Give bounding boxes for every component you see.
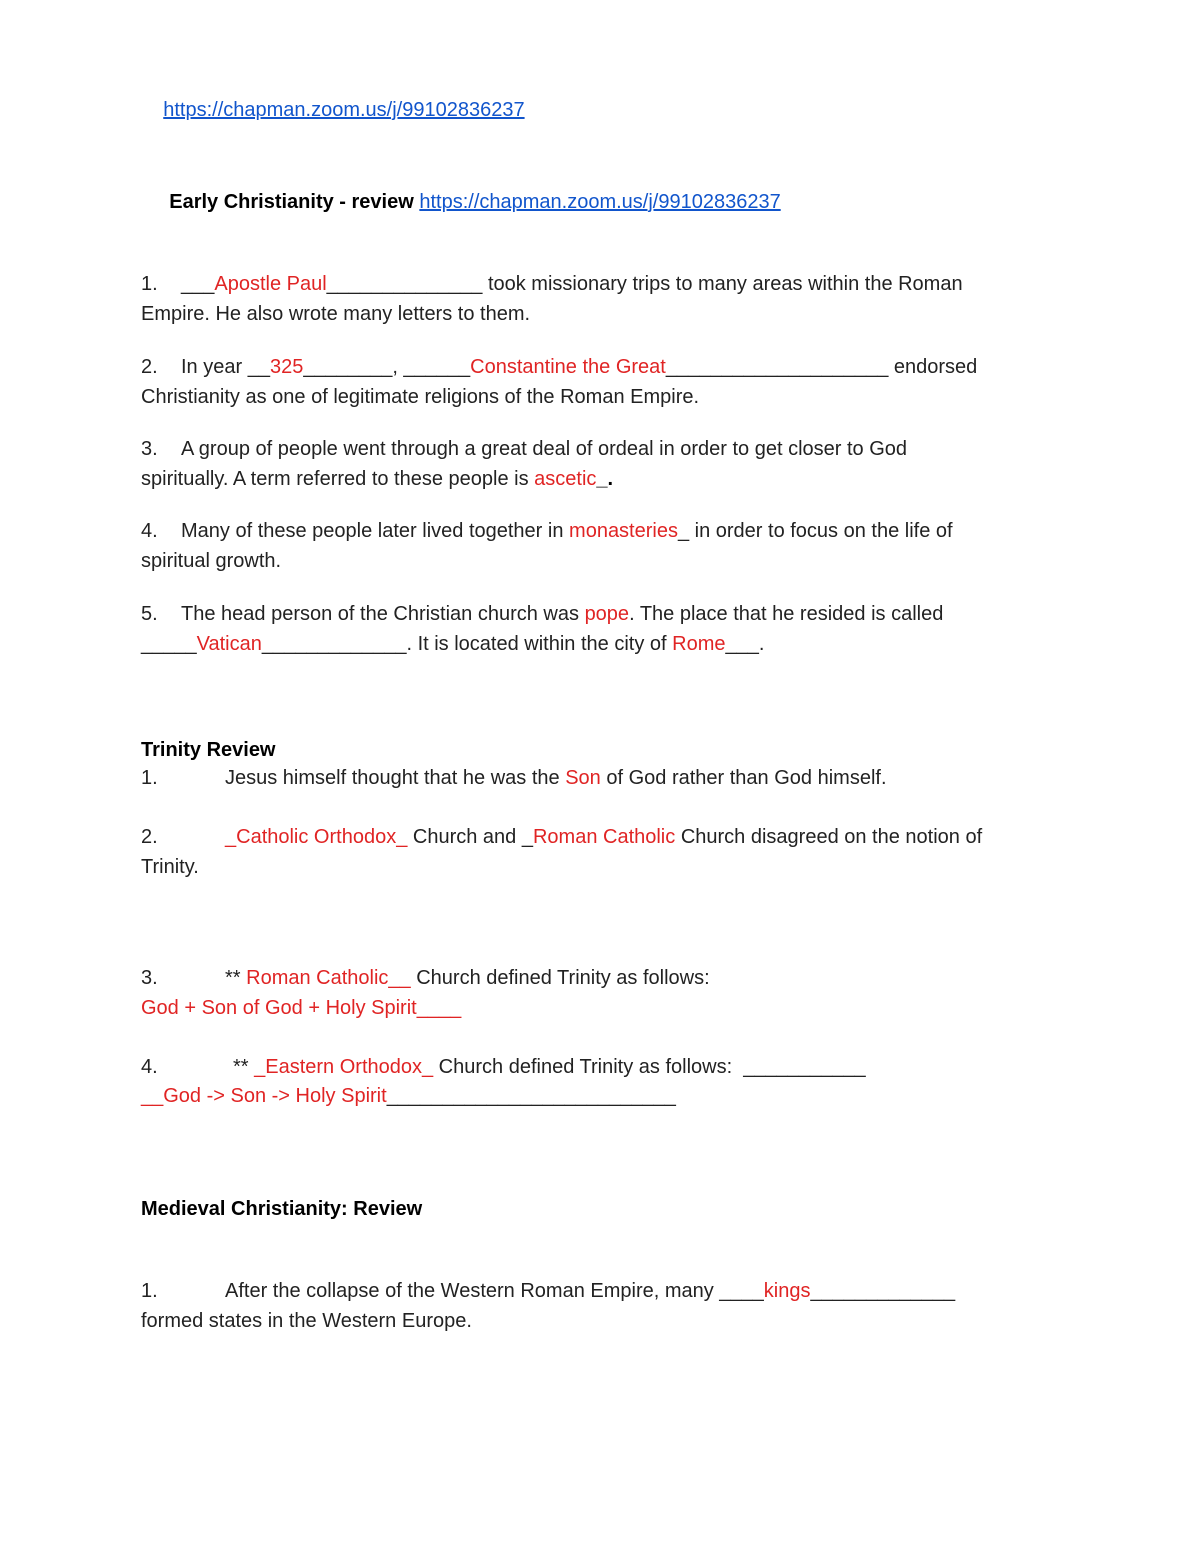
early-q2-text-a: In year __ — [181, 356, 270, 378]
early-q1-line2: Empire. He also wrote many letters to them. — [141, 303, 531, 325]
early-q4-pre: Many of these people later lived together in — [181, 520, 570, 542]
trinity-q4-answer2: __God -> Son -> Holy Spirit — [141, 1085, 387, 1107]
early-q1-number: 1. — [141, 273, 158, 295]
early-q5-l2a: _____ — [141, 633, 197, 655]
trinity-q4-line2 — [141, 1084, 676, 1108]
trinity-q1-number: 1. — [141, 767, 158, 789]
top-zoom-link[interactable]: https://chapman.zoom.us/j/99102836237 — [163, 99, 525, 121]
early-heading: Early Christianity - review — [169, 191, 414, 213]
top-link-line — [141, 74, 525, 146]
early-q5-number: 5. — [141, 603, 158, 625]
early-q3-line1 — [141, 437, 907, 461]
early-q5-line2 — [141, 632, 764, 656]
trinity-q2-answer2: Roman Catholic — [532, 826, 676, 848]
medieval-q1-line2: formed states in the Western Europe. — [141, 1310, 472, 1332]
early-q3-line2 — [141, 467, 613, 491]
trinity-q2-mid: Church and _ — [407, 826, 533, 848]
trinity-q2-number: 2. — [141, 826, 158, 848]
early-q4-answer: monasteries — [569, 520, 678, 542]
early-q2-line2: Christianity as one of legitimate religions of the Roman Empire. — [141, 386, 700, 408]
trinity-q2-line2: Trinity. — [141, 856, 199, 878]
medieval-q1-line1 — [141, 1279, 955, 1303]
early-q4-line2: spiritual growth. — [141, 550, 282, 572]
trinity-q3-line2: God + Son of God + Holy Spirit____ — [141, 997, 462, 1019]
trinity-q2-post: Church disagreed on the notion of — [675, 826, 983, 848]
early-q2-text-c: ____________________ endorsed — [665, 356, 978, 378]
early-q3-answer: ascetic — [534, 468, 597, 490]
early-q3-post: _. — [596, 468, 614, 490]
early-heading-zoom-link[interactable]: https://chapman.zoom.us/j/99102836237 — [419, 191, 781, 213]
medieval-q1-number: 1. — [141, 1280, 158, 1302]
trinity-q1-line1 — [141, 766, 887, 790]
early-q5-line1 — [141, 602, 943, 626]
early-q5-answer-pope: pope — [584, 603, 630, 625]
trinity-q2-line1 — [141, 825, 982, 849]
early-q4-number: 4. — [141, 520, 158, 542]
early-q2-line1 — [141, 355, 977, 379]
medieval-q1-pre: After the collapse of the Western Roman Empire, many ____ — [225, 1280, 764, 1302]
early-q5-answer-vatican: Vatican — [196, 633, 262, 655]
early-q4-post: _ in order to focus on the life of — [677, 520, 953, 542]
early-q3-text: A group of people went through a great deal of ordeal in order to get closer to God — [181, 438, 908, 460]
trinity-q3-line1 — [141, 966, 710, 990]
medieval-q1-post: _____________ — [810, 1280, 956, 1302]
trinity-q3-post: Church defined Trinity as follows: — [410, 967, 710, 989]
trinity-q4-blank: __________________________ — [386, 1085, 676, 1107]
trinity-q2-answer1: _Catholic Orthodox_ — [225, 826, 408, 848]
trinity-q3-number: 3. — [141, 967, 158, 989]
trinity-q4-number: 4. — [141, 1056, 158, 1078]
trinity-q3-pre: ** — [225, 967, 247, 989]
early-q1-answer: Apostle Paul — [214, 273, 327, 295]
medieval-heading: Medieval Christianity: Review — [141, 1198, 423, 1220]
early-q5-answer-rome: Rome — [672, 633, 726, 655]
early-q2-answer-year: 325 — [269, 356, 304, 378]
early-q2-answer-name: Constantine the Great — [470, 356, 666, 378]
early-q3-pre: spiritually. A term referred to these people is — [141, 468, 535, 490]
early-q2-number: 2. — [141, 356, 158, 378]
early-q3-number: 3. — [141, 438, 158, 460]
trinity-q1-answer: Son — [565, 767, 601, 789]
trinity-q4-post: Church defined Trinity as follows: ___________ — [433, 1056, 866, 1078]
trinity-q4-pre: ** — [233, 1056, 255, 1078]
early-q4-line1 — [141, 519, 953, 543]
trinity-q1-pre: Jesus himself thought that he was the — [225, 767, 566, 789]
trinity-q4-line1 — [141, 1055, 866, 1079]
trinity-q1-post: of God rather than God himself. — [600, 767, 887, 789]
trinity-heading: Trinity Review — [141, 739, 276, 761]
trinity-q4-answer: _Eastern Orthodox_ — [254, 1056, 434, 1078]
early-q5-post1: . The place that he resided is called — [629, 603, 944, 625]
medieval-q1-answer: kings — [763, 1280, 811, 1302]
early-q1-post: ______________ took missionary trips to many areas within the Roman — [326, 273, 963, 295]
early-heading-line — [147, 166, 781, 238]
early-q5-l2b: _____________. It is located within the city of — [261, 633, 673, 655]
early-q5-pre: The head person of the Christian church was — [181, 603, 585, 625]
early-q1-line1 — [141, 272, 963, 296]
early-q2-text-b: ________, ______ — [303, 356, 471, 378]
trinity-q3-answer: Roman Catholic__ — [246, 967, 411, 989]
early-q5-l2c: ___. — [725, 633, 765, 655]
early-q1-pre: ___ — [181, 273, 215, 295]
